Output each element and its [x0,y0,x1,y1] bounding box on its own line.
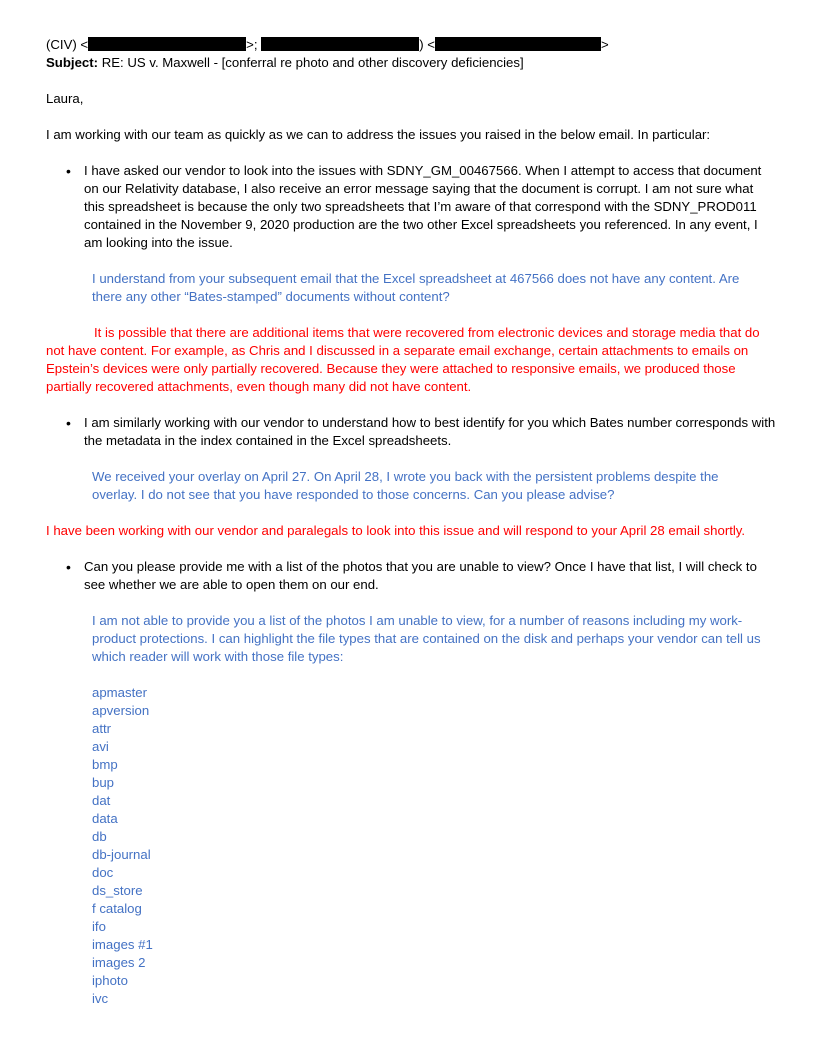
file-type-item: bmp [92,757,118,772]
file-type-item: images 2 [92,955,146,970]
reply-paragraph-blue: I understand from your subsequent email that the Excel spreadsheet at 467566 does not have any content. Are there any other “Bates-stamped” documents without content? [92,271,740,304]
file-type-item: dat [92,793,111,808]
bullet-text: I have asked our vendor to look into the issues with SDNY_GM_00467566. When I attempt to access that document on our Relativity database, I also receive an error message saying that the document is corrupt. I am not sure what this spreadsheet is because the only two spreadsheets that I’m aware of that correspond with the SDNY_PROD011 contained in the November 9, 2020 production are the two other Excel spreadsheets you referenced. In any event, I am looking into the issue. [84,163,762,250]
salutation: Laura, [46,91,84,106]
file-type-item: data [92,811,118,826]
redaction-block [435,37,601,51]
recipients-separator: ) < [419,37,435,52]
bullet-text: Can you please provide me with a list of the photos that you are unable to view? Once I have that list, I will check to see whether we are able to open them on our end. [84,559,757,592]
recipients-line [46,36,609,54]
file-type-item: ds_store [92,883,143,898]
file-type-item: f catalog [92,901,142,916]
bullet-icon: • [66,415,71,431]
bullet-icon: • [66,559,71,575]
list-item [66,558,776,594]
file-type-item: db-journal [92,847,151,862]
recipients-suffix: > [600,37,609,52]
file-type-item: db [92,829,107,844]
reply-paragraph-blue: I am not able to provide you a list of the photos I am unable to view, for a number of reasons including my work-product protections. I can highlight the file types that are contained on the disk and perhaps your vendor can tell us which reader will work with those file types: [92,613,761,664]
list-item [66,414,776,450]
file-type-item: apmaster [92,685,147,700]
list-item [66,162,776,252]
file-type-item: images #1 [92,937,153,952]
file-type-item: apversion [92,703,150,718]
subject-value: RE: US v. Maxwell - [conferral re photo and other discovery deficiencies] [101,55,524,70]
subject-label: Subject: [46,55,99,70]
file-type-item: attr [92,721,112,736]
recipients-prefix: (CIV) < [46,37,89,52]
redaction-block [88,37,246,51]
bullet-text: I am similarly working with our vendor to understand how to best identify for you which Bates number corresponds with the metadata in the index contained in the Excel spreadsheets. [84,415,776,448]
intro-paragraph: I am working with our team as quickly as we can to address the issues you raised in the below email. In particular: [46,127,711,142]
response-paragraph-red: I have been working with our vendor and paralegals to look into this issue and will respond to your April 28 email shortly. [46,523,746,538]
file-type-item: ifo [92,919,106,934]
file-type-item: doc [92,865,114,880]
recipients-separator: >; [246,37,258,52]
bullet-icon: • [66,163,71,179]
file-type-item: avi [92,739,109,754]
file-type-item: ivc [92,991,109,1006]
reply-paragraph-blue: We received your overlay on April 27. On April 28, I wrote you back with the persistent problems despite the overlay. I do not see that you have responded to those concerns. Can you please advise? [92,469,719,502]
redaction-block [261,37,419,51]
file-type-item: iphoto [92,973,128,988]
subject-line [46,54,524,72]
response-paragraph-red: It is possible that there are additional items that were recovered from electronic devices and storage media that do not have content. For example, as Chris and I discussed in a separate email exchange, certain attachments to emails on Epstein’s devices were only partially recovered. Because they were attached to responsive emails, we produced those partially recovered attachments, even though many did not have content. [46,325,760,394]
file-type-item: bup [92,775,115,790]
